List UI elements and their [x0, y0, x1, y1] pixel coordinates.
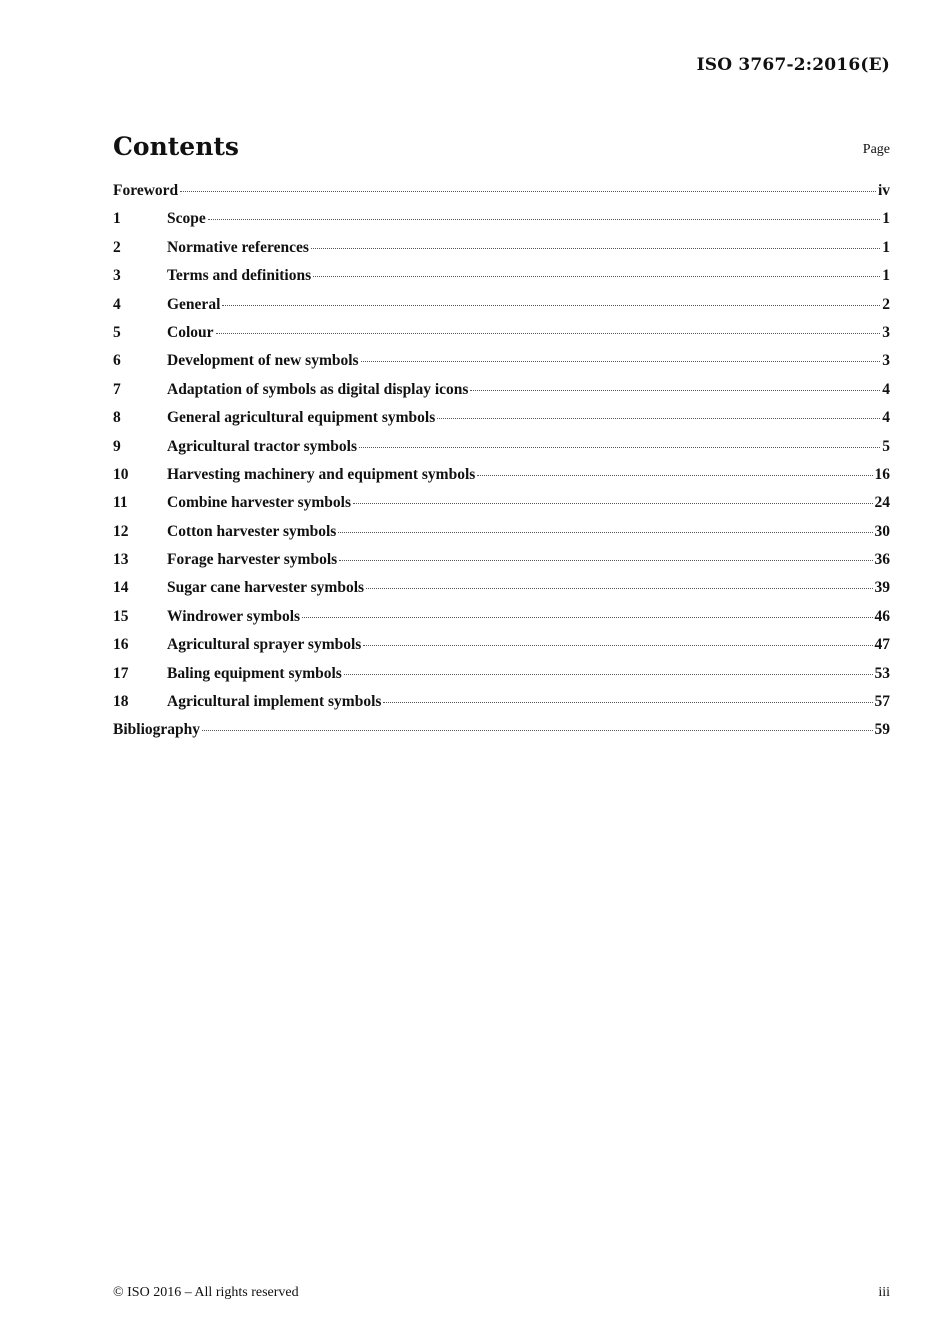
- dot-leader: [363, 645, 872, 646]
- toc-entry-page: 47: [874, 636, 890, 654]
- toc-entry-title: Baling equipment symbols: [167, 664, 342, 682]
- toc-entry-number: 2: [113, 238, 121, 256]
- dot-leader: [383, 702, 872, 703]
- toc-entry-title: Sugar cane harvester symbols: [167, 579, 365, 597]
- toc-entry-bibliography[interactable]: [113, 721, 890, 749]
- toc-entry-agricultural-implement[interactable]: [113, 693, 890, 721]
- toc-entry-number: 8: [113, 409, 121, 427]
- toc-entry-foreword[interactable]: [113, 182, 890, 210]
- toc-entry-number: 3: [113, 267, 121, 285]
- toc-entry-title: General: [167, 295, 221, 313]
- dot-leader: [302, 617, 872, 618]
- toc-entry-number: 11: [113, 494, 128, 512]
- toc-entry-page: 36: [874, 551, 890, 569]
- copyright-notice: © ISO 2016 – All rights reserved: [113, 1285, 299, 1300]
- toc-entry-title: Cotton harvester symbols: [167, 522, 337, 540]
- toc-entry-sugar-cane-harvester[interactable]: [113, 579, 890, 607]
- toc-entry-title: Terms and definitions: [167, 267, 312, 285]
- dot-leader: [216, 333, 881, 334]
- toc-entry-page: 57: [874, 693, 890, 711]
- toc-entry-title: Forage harvester symbols: [167, 551, 338, 569]
- toc-entry-number: 5: [113, 323, 121, 341]
- toc-entry-page: 30: [874, 522, 890, 540]
- dot-leader: [361, 361, 881, 362]
- dot-leader: [353, 503, 873, 504]
- toc-entry-title: Bibliography: [113, 721, 200, 739]
- toc-entry-title: Agricultural sprayer symbols: [167, 636, 362, 654]
- toc-entry-page: 46: [874, 607, 890, 625]
- toc-entry-terms-and-definitions[interactable]: [113, 267, 890, 295]
- toc-entry-page: 2: [882, 295, 890, 313]
- dot-leader: [208, 219, 881, 220]
- toc-entry-development-of-new-symbols[interactable]: [113, 352, 890, 380]
- toc-entry-title: Development of new symbols: [167, 352, 359, 370]
- toc-entry-title: Agricultural tractor symbols: [167, 437, 357, 455]
- toc-entry-number: 15: [113, 607, 129, 625]
- dot-leader: [313, 276, 880, 277]
- dot-leader: [339, 560, 872, 561]
- dot-leader: [470, 390, 880, 391]
- dot-leader: [222, 305, 880, 306]
- toc-entry-title: Foreword: [113, 182, 179, 199]
- toc-entry-number: 1: [113, 210, 121, 228]
- toc-entry-title: Windrower symbols: [167, 607, 301, 625]
- toc-entry-number: 10: [113, 465, 129, 483]
- toc-entry-general-agricultural-equipment[interactable]: [113, 409, 890, 437]
- toc-entry-number: 7: [113, 380, 121, 398]
- page-number: iii: [878, 1285, 890, 1300]
- toc-entry-number: 12: [113, 522, 129, 540]
- toc-entry-normative-references[interactable]: [113, 239, 890, 267]
- toc-entry-page: 4: [882, 409, 890, 427]
- toc-entry-page: 59: [874, 721, 890, 739]
- toc-entry-page: iv: [877, 182, 890, 199]
- toc-entry-title: Adaptation of symbols as digital display icons: [167, 380, 469, 398]
- dot-leader: [359, 447, 880, 448]
- toc-entry-harvesting-machinery[interactable]: [113, 466, 890, 494]
- toc-entry-general[interactable]: [113, 296, 890, 324]
- toc-entry-page: 4: [882, 380, 890, 398]
- toc-entry-adaptation-of-symbols[interactable]: [113, 381, 890, 409]
- toc-entry-number: 6: [113, 352, 121, 370]
- toc-entry-number: 13: [113, 551, 129, 569]
- toc-entry-title: General agricultural equipment symbols: [167, 409, 436, 427]
- dot-leader: [477, 475, 872, 476]
- page-column-label: Page: [862, 142, 890, 157]
- toc-entry-cotton-harvester[interactable]: [113, 523, 890, 551]
- toc-entry-title: Agricultural implement symbols: [167, 693, 382, 711]
- toc-entry-page: 1: [882, 267, 890, 285]
- document-id: ISO 3767-2:2016(E): [696, 55, 890, 75]
- dot-leader: [338, 532, 872, 533]
- contents-heading: Contents: [113, 132, 240, 161]
- toc-entry-page: 5: [882, 437, 890, 455]
- toc-entry-combine-harvester[interactable]: [113, 494, 890, 522]
- toc-entry-page: 24: [874, 494, 890, 512]
- dot-leader: [437, 418, 880, 419]
- toc-entry-number: 14: [113, 579, 129, 597]
- table-of-contents: [113, 182, 890, 750]
- toc-entry-number: 17: [113, 664, 129, 682]
- toc-entry-title: Scope: [167, 210, 206, 228]
- toc-entry-title: Combine harvester symbols: [167, 494, 351, 512]
- toc-entry-page: 53: [874, 664, 890, 682]
- dot-leader: [366, 588, 872, 589]
- toc-entry-agricultural-sprayer[interactable]: [113, 636, 890, 664]
- dot-leader: [344, 674, 873, 675]
- toc-entry-forage-harvester[interactable]: [113, 551, 890, 579]
- toc-entry-scope[interactable]: [113, 210, 890, 238]
- toc-entry-page: 3: [882, 352, 890, 370]
- toc-entry-title: Colour: [167, 323, 214, 341]
- toc-entry-baling-equipment[interactable]: [113, 665, 890, 693]
- toc-entry-number: 4: [113, 295, 121, 313]
- toc-entry-page: 1: [882, 238, 890, 256]
- toc-entry-windrower[interactable]: [113, 608, 890, 636]
- toc-entry-page: 3: [882, 323, 890, 341]
- toc-entry-title: Normative references: [167, 238, 309, 256]
- toc-entry-page: 1: [882, 210, 890, 228]
- toc-entry-number: 9: [113, 437, 121, 455]
- dot-leader: [180, 191, 876, 192]
- dot-leader: [202, 730, 873, 731]
- toc-entry-page: 39: [874, 579, 890, 597]
- toc-entry-title: Harvesting machinery and equipment symbols: [167, 465, 476, 483]
- toc-entry-number: 18: [113, 693, 129, 711]
- toc-entry-page: 16: [874, 465, 890, 483]
- dot-leader: [311, 248, 880, 249]
- toc-entry-agricultural-tractor[interactable]: [113, 438, 890, 466]
- toc-entry-number: 16: [113, 636, 129, 654]
- toc-entry-colour[interactable]: [113, 324, 890, 352]
